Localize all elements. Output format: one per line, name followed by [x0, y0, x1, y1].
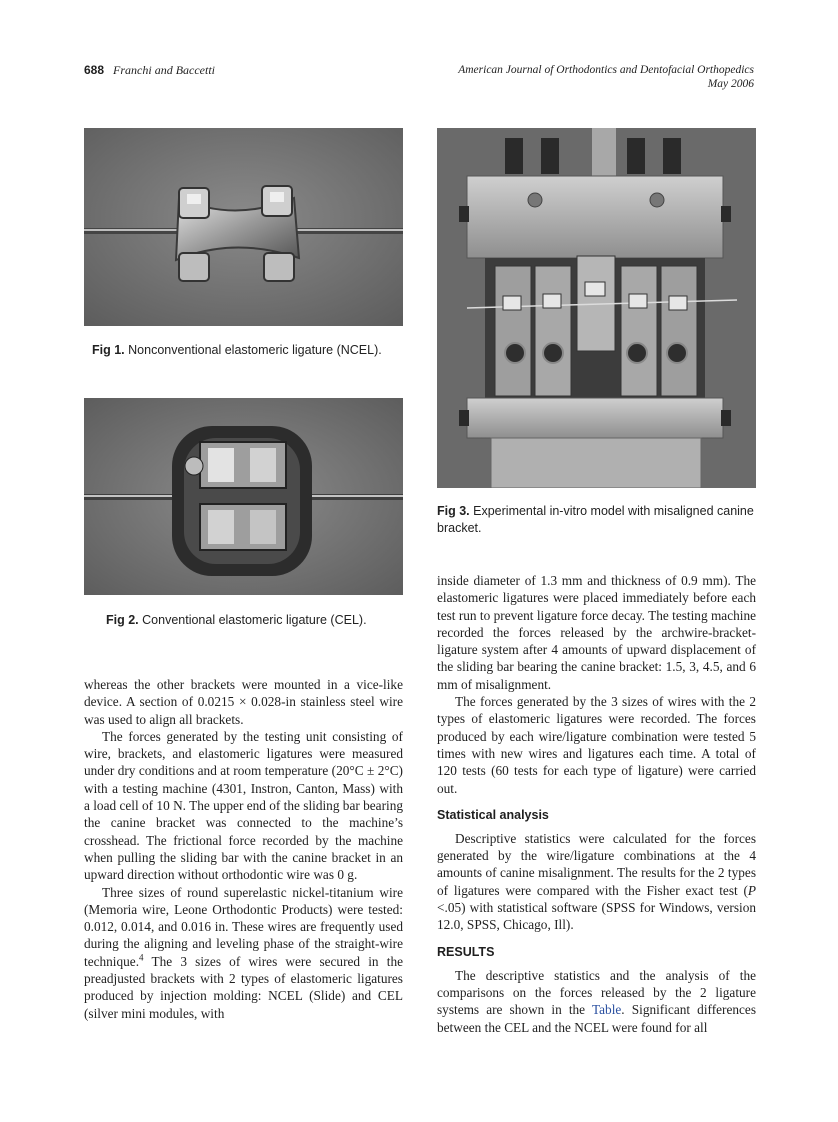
paragraph-text: Descriptive statistics were calculated for the forces generated by the wire/ligature combinations at the 4 amounts of canine misalignment. The results for the 2 types of ligatures were compared with the Fisher exact test (	[437, 830, 756, 898]
paragraph-text: The 3 sizes of wires were secured in the preadjusted brackets with 2 types of elastomeric ligatures produced by injection molding: NCEL (Slide) and CEL (silver mini modules, with	[84, 953, 403, 1021]
figure-3-caption	[437, 503, 756, 537]
figure-3-label: Fig 3.	[437, 504, 470, 518]
section-heading-results: RESULTS	[437, 944, 495, 959]
paragraph: whereas the other brackets were mounted in a vice-like device. A section of 0.0215 × 0.028-in stainless steel wire was used to align all brackets.	[84, 677, 403, 727]
figure-2-image	[84, 398, 403, 595]
p-value-symbol: P	[747, 882, 756, 898]
cel-bracket-photo	[84, 398, 403, 595]
right-text-column	[437, 572, 756, 1036]
paragraph	[437, 830, 756, 934]
paragraph: The forces generated by the 3 sizes of wires with the 2 types of elastomeric ligatures were recorded. The forces produced by each wire/ligature combination were tested 5 times with new wires and ligatures each time. A total of 120 tests (60 tests for each type of ligature) were carried out.	[437, 694, 756, 796]
paragraph-text: <.05) with statistical software (SPSS for Windows, version 12.0, SPSS, Chicago, Ill).	[437, 900, 756, 933]
left-text-column	[84, 676, 403, 1022]
issue-date: May 2006	[707, 78, 754, 90]
paragraph	[84, 884, 403, 1022]
ncel-bracket-photo	[84, 128, 403, 326]
paragraph: inside diameter of 1.3 mm and thickness of 0.9 mm). The elastomeric ligatures were placed immediately before each test run to prevent ligature force decay. The testing machine recorded the forces released by the archwire-bracket-ligature system after 4 amounts of upward displacement of the sliding bar bearing the canine bracket: 1.5, 3, 4.5, and 6 mm of misalignment.	[437, 573, 756, 692]
running-header-left	[84, 63, 215, 78]
paragraph: The forces generated by the testing unit consisting of wire, brackets, and elastomeric ligatures were measured under dry conditions and at room temperature (20°C ± 2°C) with a testing machine (4301, Instron, Canton, Mass) with a load cell of 10 N. The upper end of the sliding bar bearing the canine bracket was connected to the machine’s crosshead. The frictional force recorded by the machine when pulling the sliding bar with the canine bracket in an upward direction without orthodontic wire was 0 g.	[84, 728, 403, 883]
paragraph-text: The descriptive statistics and the analysis of the comparisons on the forces released by the 2 ligature systems are shown in the	[437, 967, 756, 1018]
paragraph-text: Three sizes of round superelastic nickel-titanium wire (Memoria wire, Leone Orthodontic Products) were tested: 0.012, 0.014, and 0.016 in. These wires are frequently used during the aligning and leveling phase of the straight-wire technique.	[84, 884, 403, 969]
in-vitro-model-photo	[437, 128, 756, 488]
figure-1-image	[84, 128, 403, 326]
figure-3-image	[437, 128, 756, 488]
figure-1-label: Fig 1.	[92, 343, 125, 357]
running-header-right	[458, 63, 754, 91]
figure-2-label: Fig 2.	[106, 613, 139, 627]
page-number: 688	[84, 63, 105, 77]
section-heading-statistical-analysis: Statistical analysis	[437, 807, 549, 822]
table-link[interactable]: Table	[591, 1002, 622, 1018]
paragraph	[437, 967, 756, 1036]
figure-2-caption-text: Conventional elastomeric ligature (CEL).	[142, 613, 367, 627]
reference-superscript: 4	[139, 952, 144, 963]
figure-3-caption-text: Experimental in-vitro model with misaligned canine bracket.	[437, 504, 754, 535]
journal-title: American Journal of Orthodontics and Dentofacial Orthopedics	[458, 64, 754, 76]
running-authors: Franchi and Baccetti	[113, 63, 216, 77]
figure-1-caption	[92, 342, 402, 359]
figure-1-caption-text: Nonconventional elastomeric ligature (NCEL).	[128, 343, 382, 357]
paragraph-text: . Significant differences between the CEL and the NCEL were found for all	[437, 1002, 756, 1035]
figure-2-caption	[106, 612, 402, 629]
